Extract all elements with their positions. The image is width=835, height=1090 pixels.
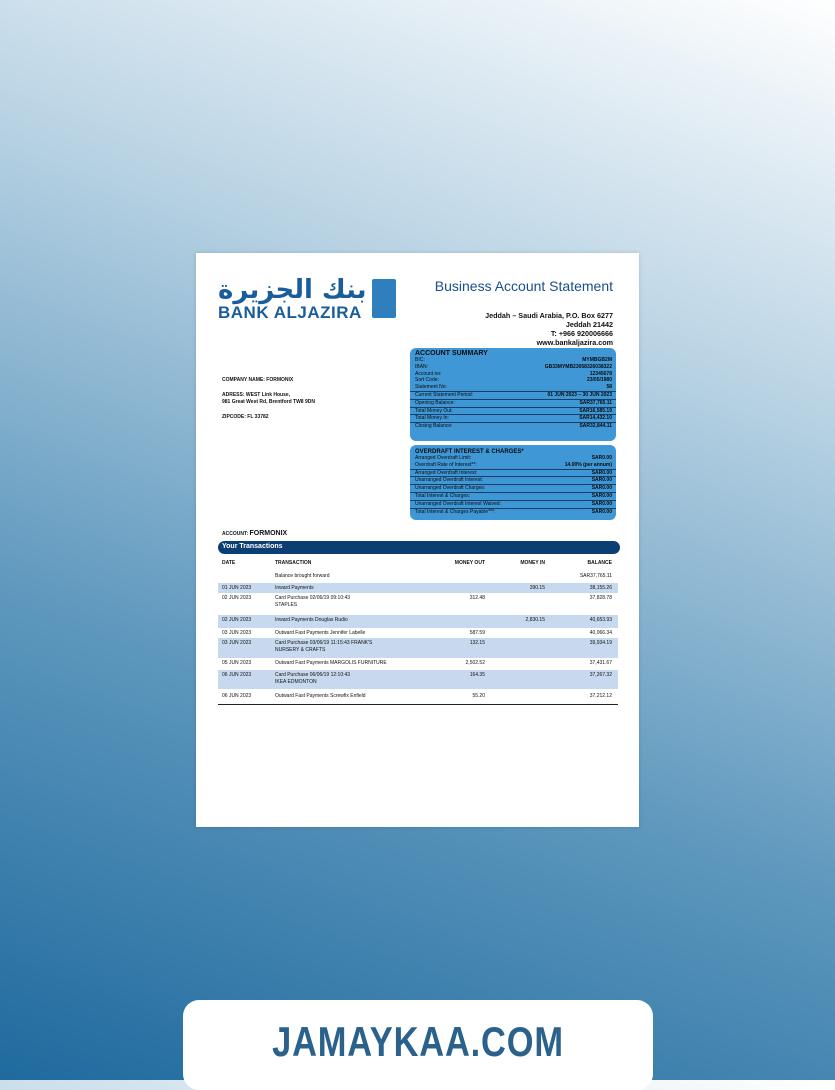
document-title: Business Account Statement: [434, 278, 613, 294]
address-line: Jeddah – Saudi Arabia, P.O. Box 6277: [485, 311, 613, 320]
watermark-text: JAMAYKAA.COM: [272, 1018, 564, 1065]
overdraft-row: Arranged Overdraft Limit: SAR0.00: [415, 455, 612, 461]
company-address-line: ADRESS: WEST Link House,: [222, 392, 291, 398]
summary-row: Statement No: 58: [415, 384, 612, 391]
watermark-banner: [183, 1000, 653, 1090]
transactions-table: [218, 558, 618, 705]
overdraft-title: OVERDRAFT INTEREST & CHARGES*: [415, 449, 524, 455]
company-info: [222, 377, 315, 421]
overdraft-row: Arranged Overdraft Interest: SAR0.00: [410, 469, 616, 477]
col-money-out-header: MONEY OUT: [454, 560, 485, 566]
bank-logo: [218, 275, 398, 321]
col-balance-header: BALANCE: [587, 560, 612, 566]
transactions-header-bar: [218, 541, 620, 554]
overdraft-row: Unarranged Overdraft Interest: SAR0.00: [410, 476, 616, 484]
company-zipcode: ZIPCODE: FL 33782: [222, 414, 269, 420]
table-row: Balance brought forward SAR37,765.11: [275, 573, 612, 579]
overdraft-row: Unarranged Overdraft Interest Waived: SAR0.00: [410, 500, 616, 508]
overdraft-box: [410, 445, 616, 520]
company-name: COMPANY NAME: FORMONIX: [222, 377, 294, 383]
col-date-header: DATE: [222, 560, 236, 566]
bank-name-english: BANK ALJAZIRA: [218, 303, 362, 322]
bank-address: [485, 311, 613, 347]
summary-row: IBAN: GB33MYMB23058326038322: [415, 363, 612, 370]
overdraft-row: Total Interest & Charges Payable***: SAR0.00: [410, 508, 616, 516]
summary-row: Closing Balance: SAR32,844.11: [410, 422, 616, 430]
account-summary-box: [410, 348, 616, 441]
account-name: FORMONIX: [249, 530, 288, 537]
bank-logo-icon: [372, 279, 396, 318]
summary-row: Account no: 12345678: [415, 370, 612, 377]
account-line: [222, 530, 287, 537]
table-row: 02 JUN 2023 Inward Payments Douglas Rudio 2,830.15 40,653.93: [218, 615, 618, 628]
table-header-row: [218, 558, 618, 571]
summary-row: Opening Balance: SAR37,765.11: [410, 399, 616, 407]
table-row: 03 JUN 2023 Outward Fast Payments Jennifer Labelle 587.59 40,066.34: [222, 630, 612, 636]
address-website: www.bankaljazira.com: [536, 338, 613, 347]
col-transaction-header: TRANSACTION: [275, 560, 312, 566]
summary-row: Total Money In: SAR14,432.10: [410, 414, 616, 422]
overdraft-row: Total Interest & Charges: SAR0.00: [410, 492, 616, 500]
col-money-in-header: MONEY IN: [520, 560, 545, 566]
summary-row: Total Money Out: SAR16,585.19: [410, 407, 616, 415]
table-row: 02 JUN 2023 Card Purchase 02/06/19 09:10:43 STAPLES 312.48 37,828.78: [222, 595, 612, 608]
bank-name-arabic: بنك الجزيرة: [218, 275, 367, 305]
statement-page: [196, 253, 639, 827]
account-label: ACCOUNT:: [222, 531, 249, 537]
company-address-line: 981 Great West Rd, Brentford TW8 9DN: [222, 399, 315, 405]
table-end-rule: [218, 703, 618, 705]
overdraft-row: Unarranged Overdraft Charges: SAR0.00: [410, 484, 616, 492]
summary-row: BIC: MYMBGB2M: [415, 357, 612, 363]
table-row: 01 JUN 2023 Inward Payments 390.15 38,155.26: [218, 583, 618, 593]
account-summary-title: ACCOUNT SUMMARY: [415, 350, 488, 357]
summary-row: Current Statement Period: 01 JUN 2023 – 30 JUN 2023: [410, 391, 616, 399]
summary-row: Sort Code: 23/05/1980: [415, 377, 612, 384]
table-row: 03 JUN 2023 Card Purchase 03/06/19 11:15:43 FRANK'S NURSERY & CRAFTS 132.15 39,934.19: [218, 638, 618, 658]
address-line: Jeddah 21442: [565, 320, 613, 329]
transactions-title: Your Transactions: [222, 543, 283, 550]
overdraft-row: Overdraft Rate of Interest**: 14.00% (per annum): [415, 461, 612, 468]
table-row: 05 JUN 2023 Outward Fast Payments MARGOLIS FURNITURE 2,502.52 37,431.67: [222, 660, 612, 666]
table-row: 06 JUN 2023 Outward Fast Payments Screwfix Enfield 55.20 37,212.12: [222, 693, 612, 699]
address-phone: T: +966 920006666: [550, 329, 613, 338]
table-row: 06 JUN 2023 Card Purchase 06/06/19 12:10:43 IKEA EDMONTON 164.35 37,267.32: [218, 670, 618, 689]
